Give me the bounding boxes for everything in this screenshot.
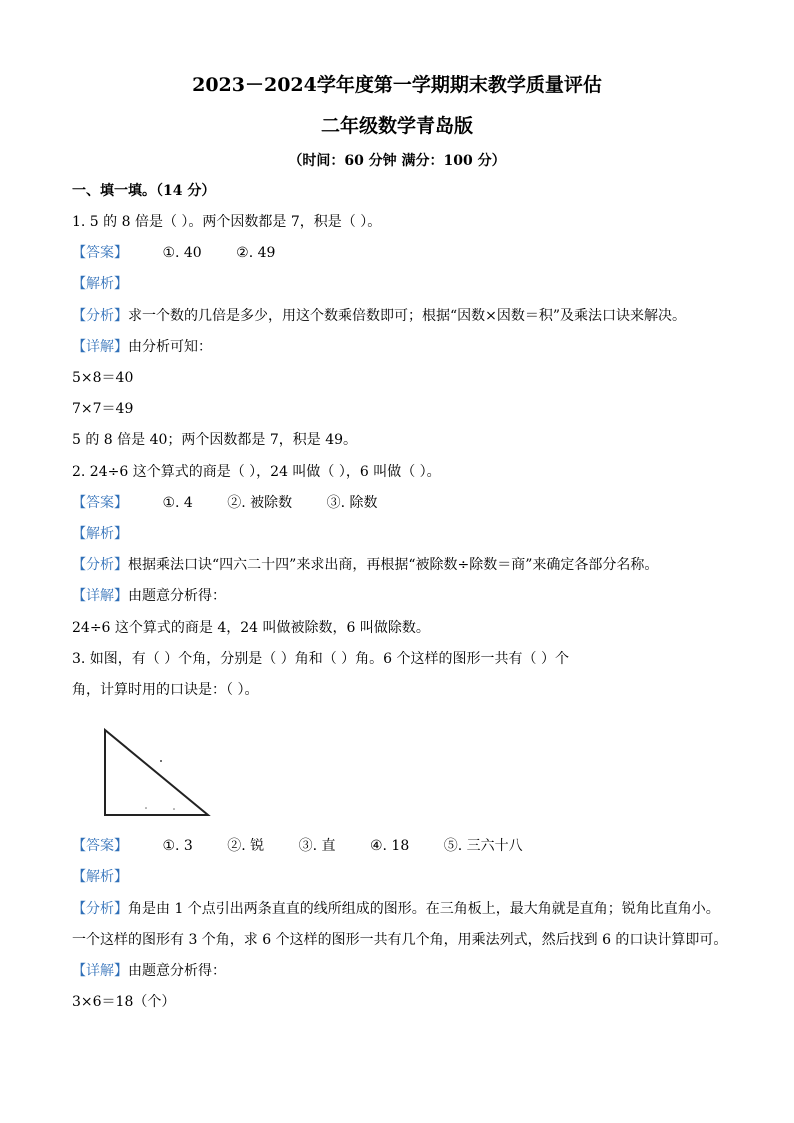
solution-line: 3×6＝18（个） xyxy=(72,994,176,1010)
answer-item: ①. 4 xyxy=(162,495,193,511)
question-3-cont: 角，计算时用的口诀是：（ ）。 xyxy=(72,682,259,698)
xiangjie-tag: 【详解】 xyxy=(72,588,128,604)
analysis-xiangjie xyxy=(72,337,212,357)
document-title: 2023－2024学年度第一学期期末教学质量评估 xyxy=(192,74,602,96)
answer-item: ②. 被除数 xyxy=(227,495,293,511)
answer-item: ③. 除数 xyxy=(326,495,378,511)
xiangjie-text: 由题意分析得： xyxy=(128,588,226,604)
fenxi-text: 求一个数的几倍是多少，用这个数乘倍数即可；根据“因数×因数＝积”及乘法口诀来解决。 xyxy=(128,308,687,324)
fenxi-tag: 【分析】 xyxy=(72,308,128,324)
analysis-xiangjie xyxy=(72,586,226,606)
analysis-fenxi xyxy=(72,555,658,575)
xiangjie-text: 由题意分析得： xyxy=(128,963,226,979)
solution-line: 7×7＝49 xyxy=(72,401,134,417)
triangle-shape xyxy=(105,730,208,815)
answer-row-1 xyxy=(72,243,275,263)
right-triangle-figure xyxy=(96,722,216,822)
document-subtitle: 二年级数学青岛版 xyxy=(320,115,473,137)
question-3: 3. 如图，有（ ）个角，分别是（ ）角和（ ）角。6 个这样的图形一共有（ ）个 xyxy=(72,651,569,667)
answer-item: ①. 40 xyxy=(162,245,202,261)
answer-tag: 【答案】 xyxy=(72,245,128,261)
solution-line: 5×8＝40 xyxy=(72,370,134,386)
answer-item: ②. 锐 xyxy=(227,838,265,854)
analysis-tag: 【解析】 xyxy=(72,276,128,292)
answer-item: ③. 直 xyxy=(298,838,336,854)
fenxi-tag: 【分析】 xyxy=(72,557,128,573)
fenxi-text: 角是由 1 个点引出两条直直的线所组成的图形。在三角板上，最大角就是直角；锐角比直角小。 xyxy=(128,901,720,917)
section-heading: 一、填一填。（14 分） xyxy=(72,183,216,199)
xiangjie-tag: 【详解】 xyxy=(72,339,128,355)
xiangjie-text: 由分析可知： xyxy=(128,339,212,355)
question-1: 1. 5 的 8 倍是（ ）。两个因数都是 7，积是（ ）。 xyxy=(72,214,382,230)
fenxi-tag: 【分析】 xyxy=(72,901,128,917)
dot-mark xyxy=(145,807,147,809)
answer-item: ⑤. 三六十八 xyxy=(443,838,523,854)
analysis-tag: 【解析】 xyxy=(72,526,128,542)
solution-line: 24÷6 这个算式的商是 4，24 叫做被除数，6 叫做除数。 xyxy=(72,620,430,636)
analysis-fenxi xyxy=(72,899,720,919)
fenxi-text: 根据乘法口诀“四六二十四”来求出商，再根据“被除数÷除数＝商”来确定各部分名称。 xyxy=(128,557,659,573)
dot-mark xyxy=(160,760,162,762)
analysis-xiangjie xyxy=(72,961,226,981)
answer-tag: 【答案】 xyxy=(72,838,128,854)
answer-item: ①. 3 xyxy=(162,838,193,854)
answer-row-2 xyxy=(72,493,378,513)
answer-item: ②. 49 xyxy=(236,245,276,261)
analysis-fenxi xyxy=(72,306,686,326)
solution-line: 5 的 8 倍是 40；两个因数都是 7，积是 49。 xyxy=(72,432,358,448)
answer-row-3 xyxy=(72,836,523,856)
question-2: 2. 24÷6 这个算式的商是（ ），24 叫做（ ），6 叫做（ ）。 xyxy=(72,464,441,480)
exam-info: （时间：60 分钟 满分：100 分） xyxy=(288,153,506,169)
analysis-tag: 【解析】 xyxy=(72,869,128,885)
analysis-fenxi-cont: 一个这样的图形有 3 个角，求 6 个这样的图形一共有几个角，用乘法列式，然后找到 6 的口诀计算即可。 xyxy=(72,932,728,948)
xiangjie-tag: 【详解】 xyxy=(72,963,128,979)
answer-tag: 【答案】 xyxy=(72,495,128,511)
answer-item: ④. 18 xyxy=(369,838,410,854)
dot-mark xyxy=(173,808,175,810)
